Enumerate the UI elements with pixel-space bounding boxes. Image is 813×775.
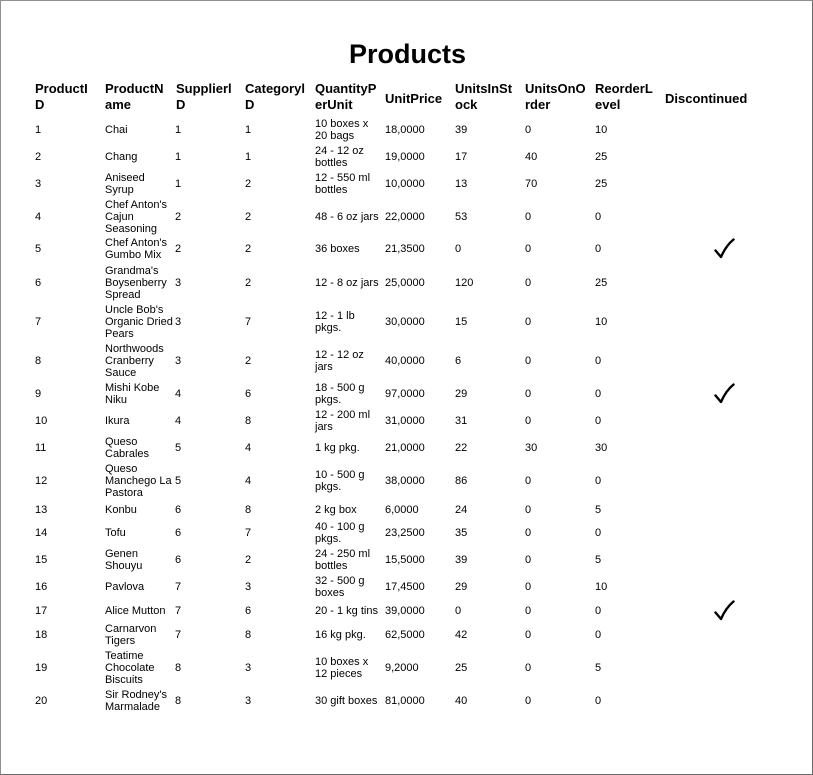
reorder-level-cell: 25 (595, 178, 608, 190)
product-id-cell: 4 (35, 211, 42, 223)
units-in-stock-cell: 86 (455, 475, 468, 487)
table-row (1, 575, 813, 599)
table-row (1, 650, 813, 686)
product-name-cell: Carnarvon Tigers (105, 623, 157, 647)
header-productid: ProductI D (35, 81, 88, 112)
header-discontinued: Discontinued (665, 91, 748, 106)
supplier-id-cell: 6 (175, 527, 182, 539)
supplier-id-cell: 1 (175, 178, 182, 190)
product-name-cell: Chef Anton's Cajun Seasoning (105, 199, 168, 235)
product-name-cell: Alice Mutton (105, 605, 166, 617)
units-on-order-cell: 0 (525, 355, 532, 367)
header-supplierid: Supplierl D (176, 81, 232, 112)
category-id-cell: 2 (245, 211, 252, 223)
product-id-cell: 1 (35, 124, 42, 136)
supplier-id-cell: 2 (175, 243, 182, 255)
unit-price-cell: 22,0000 (385, 211, 425, 223)
supplier-id-cell: 7 (175, 581, 182, 593)
units-on-order-cell: 0 (525, 388, 532, 400)
units-on-order-cell: 0 (525, 581, 532, 593)
supplier-id-cell: 4 (175, 388, 182, 400)
reorder-level-cell: 0 (595, 527, 602, 539)
product-id-cell: 14 (35, 527, 48, 539)
product-id-cell: 16 (35, 581, 48, 593)
units-on-order-cell: 0 (525, 504, 532, 516)
table-row (1, 236, 813, 262)
units-in-stock-cell: 53 (455, 211, 468, 223)
header-unitsonorder: UnitsOnO rder (525, 81, 586, 112)
units-on-order-cell: 0 (525, 527, 532, 539)
category-id-cell: 2 (245, 277, 252, 289)
supplier-id-cell: 7 (175, 629, 182, 641)
quantity-per-unit-cell: 12 - 8 oz jars (315, 277, 379, 289)
table-row (1, 265, 813, 301)
units-in-stock-cell: 0 (455, 605, 462, 617)
table-row (1, 599, 813, 623)
category-id-cell: 3 (245, 581, 252, 593)
category-id-cell: 3 (245, 695, 252, 707)
units-in-stock-cell: 29 (455, 581, 468, 593)
product-id-cell: 13 (35, 504, 48, 516)
reorder-level-cell: 0 (595, 415, 602, 427)
product-name-cell: Chang (105, 151, 138, 163)
units-on-order-cell: 0 (525, 554, 532, 566)
supplier-id-cell: 6 (175, 554, 182, 566)
category-id-cell: 8 (245, 415, 252, 427)
units-on-order-cell: 0 (525, 662, 532, 674)
product-name-cell: Teatime Chocolate Biscuits (105, 650, 155, 686)
unit-price-cell: 23,2500 (385, 527, 425, 539)
supplier-id-cell: 6 (175, 504, 182, 516)
quantity-per-unit-cell: 1 kg pkg. (315, 442, 360, 454)
table-row (1, 304, 813, 340)
category-id-cell: 6 (245, 388, 252, 400)
supplier-id-cell: 8 (175, 662, 182, 674)
product-id-cell: 12 (35, 475, 48, 487)
units-on-order-cell: 70 (525, 178, 538, 190)
units-in-stock-cell: 22 (455, 442, 468, 454)
product-id-cell: 20 (35, 695, 48, 707)
reorder-level-cell: 0 (595, 475, 602, 487)
units-in-stock-cell: 0 (455, 243, 462, 255)
units-in-stock-cell: 39 (455, 554, 468, 566)
supplier-id-cell: 2 (175, 211, 182, 223)
product-id-cell: 7 (35, 316, 42, 328)
discontinued-checkmark-icon (709, 236, 739, 262)
category-id-cell: 2 (245, 178, 252, 190)
units-on-order-cell: 0 (525, 415, 532, 427)
product-name-cell: Ikura (105, 415, 130, 427)
header-unitprice: UnitPrice (385, 91, 443, 106)
discontinued-checkmark-icon (709, 382, 739, 406)
quantity-per-unit-cell: 30 gift boxes (315, 695, 378, 707)
table-row (1, 499, 813, 521)
unit-price-cell: 17,4500 (385, 581, 425, 593)
reorder-level-cell: 10 (595, 124, 608, 136)
reorder-level-cell: 0 (595, 629, 602, 641)
units-on-order-cell: 0 (525, 316, 532, 328)
unit-price-cell: 38,0000 (385, 475, 425, 487)
reorder-level-cell: 0 (595, 243, 602, 255)
table-row (1, 521, 813, 545)
reorder-level-cell: 30 (595, 442, 608, 454)
reorder-level-cell: 5 (595, 504, 602, 516)
quantity-per-unit-cell: 10 boxes x 12 pieces (315, 656, 369, 680)
product-name-cell: Chef Anton's Gumbo Mix (105, 237, 168, 261)
unit-price-cell: 62,5000 (385, 629, 425, 641)
quantity-per-unit-cell: 10 - 500 g pkgs. (315, 469, 365, 493)
unit-price-cell: 18,0000 (385, 124, 425, 136)
table-row (1, 409, 813, 433)
product-id-cell: 17 (35, 605, 48, 617)
product-id-cell: 18 (35, 629, 48, 641)
quantity-per-unit-cell: 20 - 1 kg tins (315, 605, 378, 617)
quantity-per-unit-cell: 12 - 12 oz jars (315, 349, 364, 373)
unit-price-cell: 21,0000 (385, 442, 425, 454)
unit-price-cell: 10,0000 (385, 178, 425, 190)
category-id-cell: 8 (245, 629, 252, 641)
table-row (1, 623, 813, 647)
discontinued-checkmark-icon (709, 599, 739, 623)
category-id-cell: 8 (245, 504, 252, 516)
quantity-per-unit-cell: 12 - 1 lb pkgs. (315, 310, 355, 334)
supplier-id-cell: 7 (175, 605, 182, 617)
category-id-cell: 4 (245, 475, 252, 487)
quantity-per-unit-cell: 24 - 250 ml bottles (315, 548, 371, 572)
supplier-id-cell: 5 (175, 475, 182, 487)
product-name-cell: Mishi Kobe Niku (105, 382, 160, 406)
product-id-cell: 8 (35, 355, 42, 367)
supplier-id-cell: 8 (175, 695, 182, 707)
table-row (1, 382, 813, 406)
supplier-id-cell: 1 (175, 124, 182, 136)
supplier-id-cell: 3 (175, 316, 182, 328)
unit-price-cell: 15,5000 (385, 554, 425, 566)
quantity-per-unit-cell: 16 kg pkg. (315, 629, 366, 641)
product-name-cell: Genen Shouyu (105, 548, 143, 572)
units-in-stock-cell: 15 (455, 316, 468, 328)
reorder-level-cell: 0 (595, 605, 602, 617)
category-id-cell: 2 (245, 554, 252, 566)
product-id-cell: 6 (35, 277, 42, 289)
units-on-order-cell: 0 (525, 605, 532, 617)
units-in-stock-cell: 39 (455, 124, 468, 136)
unit-price-cell: 31,0000 (385, 415, 425, 427)
quantity-per-unit-cell: 36 boxes (315, 243, 360, 255)
reorder-level-cell: 0 (595, 695, 602, 707)
header-unitsinstock: UnitsInSt ock (455, 81, 513, 112)
units-in-stock-cell: 17 (455, 151, 468, 163)
unit-price-cell: 30,0000 (385, 316, 425, 328)
unit-price-cell: 21,3500 (385, 243, 425, 255)
category-id-cell: 7 (245, 527, 252, 539)
table-row (1, 463, 813, 499)
reorder-level-cell: 10 (595, 316, 608, 328)
reorder-level-cell: 10 (595, 581, 608, 593)
table-row (1, 199, 813, 235)
header-productname: ProductN ame (105, 81, 164, 112)
units-on-order-cell: 0 (525, 695, 532, 707)
product-id-cell: 3 (35, 178, 42, 190)
unit-price-cell: 9,2000 (385, 662, 419, 674)
quantity-per-unit-cell: 2 kg box (315, 504, 357, 516)
units-on-order-cell: 30 (525, 442, 538, 454)
reorder-level-cell: 0 (595, 355, 602, 367)
table-row (1, 118, 813, 142)
units-in-stock-cell: 24 (455, 504, 468, 516)
product-name-cell: Grandma's Boysenberry Spread (105, 265, 167, 301)
quantity-per-unit-cell: 24 - 12 oz bottles (315, 145, 364, 169)
reorder-level-cell: 5 (595, 554, 602, 566)
reorder-level-cell: 25 (595, 151, 608, 163)
category-id-cell: 1 (245, 151, 252, 163)
units-in-stock-cell: 13 (455, 178, 468, 190)
units-on-order-cell: 0 (525, 211, 532, 223)
units-in-stock-cell: 42 (455, 629, 468, 641)
product-id-cell: 9 (35, 388, 42, 400)
quantity-per-unit-cell: 12 - 550 ml bottles (315, 172, 371, 196)
product-name-cell: Northwoods Cranberry Sauce (105, 343, 164, 379)
quantity-per-unit-cell: 18 - 500 g pkgs. (315, 382, 365, 406)
supplier-id-cell: 1 (175, 151, 182, 163)
unit-price-cell: 81,0000 (385, 695, 425, 707)
table-row (1, 436, 813, 460)
supplier-id-cell: 3 (175, 277, 182, 289)
category-id-cell: 4 (245, 442, 252, 454)
supplier-id-cell: 3 (175, 355, 182, 367)
product-name-cell: Queso Cabrales (105, 436, 150, 460)
product-name-cell: Aniseed Syrup (105, 172, 145, 196)
header-reorderlevel: ReorderL evel (595, 81, 653, 112)
product-id-cell: 10 (35, 415, 48, 427)
quantity-per-unit-cell: 10 boxes x 20 bags (315, 118, 369, 142)
header-quantityperunit: QuantityP erUnit (315, 81, 377, 112)
category-id-cell: 1 (245, 124, 252, 136)
reorder-level-cell: 0 (595, 211, 602, 223)
quantity-per-unit-cell: 48 - 6 oz jars (315, 211, 379, 223)
table-row (1, 145, 813, 169)
table-row (1, 548, 813, 572)
units-in-stock-cell: 40 (455, 695, 468, 707)
product-name-cell: Sir Rodney's Marmalade (105, 689, 168, 713)
units-in-stock-cell: 35 (455, 527, 468, 539)
unit-price-cell: 25,0000 (385, 277, 425, 289)
product-id-cell: 11 (35, 442, 47, 454)
product-id-cell: 2 (35, 151, 42, 163)
product-name-cell: Tofu (105, 527, 126, 539)
reorder-level-cell: 5 (595, 662, 602, 674)
product-name-cell: Queso Manchego La Pastora (105, 463, 172, 499)
reorder-level-cell: 0 (595, 388, 602, 400)
unit-price-cell: 40,0000 (385, 355, 425, 367)
units-in-stock-cell: 29 (455, 388, 468, 400)
category-id-cell: 2 (245, 355, 252, 367)
units-on-order-cell: 0 (525, 277, 532, 289)
product-id-cell: 15 (35, 554, 48, 566)
units-on-order-cell: 0 (525, 475, 532, 487)
units-on-order-cell: 0 (525, 124, 532, 136)
units-on-order-cell: 0 (525, 243, 532, 255)
unit-price-cell: 39,0000 (385, 605, 425, 617)
table-row (1, 172, 813, 196)
product-name-cell: Chai (105, 124, 128, 136)
quantity-per-unit-cell: 12 - 200 ml jars (315, 409, 371, 433)
quantity-per-unit-cell: 32 - 500 g boxes (315, 575, 365, 599)
units-in-stock-cell: 25 (455, 662, 468, 674)
quantity-per-unit-cell: 40 - 100 g pkgs. (315, 521, 365, 545)
units-on-order-cell: 40 (525, 151, 538, 163)
product-name-cell: Uncle Bob's Organic Dried Pears (105, 304, 173, 340)
product-name-cell: Konbu (105, 504, 137, 516)
category-id-cell: 2 (245, 243, 252, 255)
report-title: Products (348, 39, 467, 69)
unit-price-cell: 6,0000 (385, 504, 419, 516)
category-id-cell: 6 (245, 605, 252, 617)
unit-price-cell: 97,0000 (385, 388, 425, 400)
category-id-cell: 3 (245, 662, 252, 674)
category-id-cell: 7 (245, 316, 252, 328)
unit-price-cell: 19,0000 (385, 151, 425, 163)
supplier-id-cell: 4 (175, 415, 182, 427)
product-id-cell: 19 (35, 662, 48, 674)
supplier-id-cell: 5 (175, 442, 182, 454)
product-name-cell: Pavlova (105, 581, 145, 593)
units-on-order-cell: 0 (525, 629, 532, 641)
units-in-stock-cell: 120 (455, 277, 474, 289)
reorder-level-cell: 25 (595, 277, 608, 289)
header-categoryid: Categoryl D (245, 81, 305, 112)
table-row (1, 689, 813, 713)
units-in-stock-cell: 6 (455, 355, 462, 367)
units-in-stock-cell: 31 (455, 415, 468, 427)
table-row (1, 343, 813, 379)
product-id-cell: 5 (35, 243, 42, 255)
